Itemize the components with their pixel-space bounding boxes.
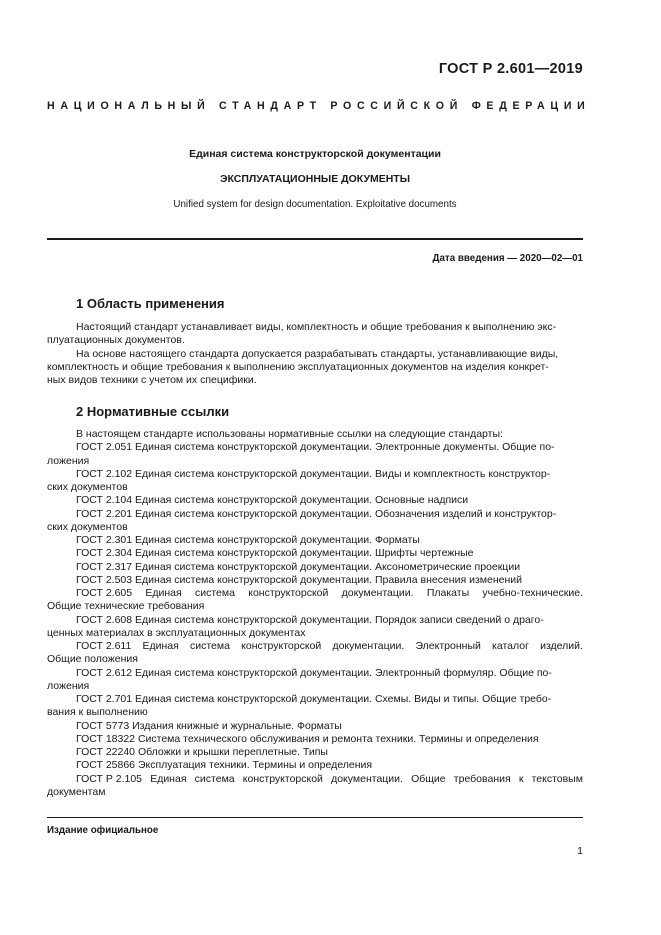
text-run: ских документов — [47, 520, 128, 533]
text-run: ных видов техники с учетом их специфики. — [47, 374, 257, 386]
text-run: ГОСТ 5773 Издания книжные и журнальные. Форматы — [76, 719, 342, 732]
text-run: вания к выполнению — [47, 706, 148, 719]
section-2-body — [47, 428, 583, 799]
text-run: ГОСТ 2.503 Единая система конструкторской документации. Правила внесения изменений — [76, 573, 522, 586]
text-line — [47, 680, 583, 693]
text-run: Общие — [411, 772, 446, 785]
text-run: ГОСТ 25866 Эксплуатация техники. Термины и определения — [76, 759, 373, 772]
text-line — [47, 494, 583, 507]
edition-note: Издание официальное — [47, 825, 159, 836]
text-run: ГОСТ Р 2.105 — [76, 772, 143, 785]
text-line — [47, 334, 583, 347]
text-line — [47, 521, 583, 534]
text-run: документации. — [332, 640, 405, 652]
text-line — [47, 374, 583, 387]
text-run: плуатационных документов. — [47, 334, 185, 347]
text-run: к — [518, 772, 524, 785]
text-run: каталог — [492, 640, 529, 652]
header-divider — [47, 238, 583, 240]
text-run: ГОСТ 2.104 Единая система конструкторской документации. Основные надписи — [76, 494, 469, 507]
text-line — [47, 759, 583, 772]
system-name: Единая система конструкторской документации — [189, 148, 441, 160]
text-run: ГОСТ 2.611 — [76, 640, 132, 652]
text-line — [47, 653, 583, 666]
section-1-heading: 1 Область применения — [76, 296, 225, 311]
document-title-en: Unified system for design documentation. Exploitative documents — [173, 199, 457, 210]
text-line — [47, 706, 583, 719]
text-line — [47, 614, 583, 627]
text-line — [47, 361, 583, 374]
text-run: изделий. — [540, 640, 583, 652]
text-line — [47, 733, 583, 746]
text-run: конструкторской — [241, 640, 322, 652]
text-line — [47, 640, 583, 653]
text-line — [47, 693, 583, 706]
text-line — [47, 481, 583, 494]
text-line — [47, 441, 583, 454]
text-run: На основе настоящего стандарта допускается разрабатывать стандарты, устанавливающие виды, — [76, 347, 559, 360]
national-standard-heading: НАЦИОНАЛЬНЫЙ СТАНДАРТ РОССИЙСКОЙ ФЕДЕРАЦИИ — [47, 100, 591, 112]
text-run: ских документов — [47, 481, 128, 493]
text-line — [47, 468, 583, 481]
text-line — [47, 561, 583, 574]
text-run: документации. — [341, 587, 414, 599]
text-line — [47, 508, 583, 521]
text-line — [47, 627, 583, 640]
text-run: ГОСТ 22240 Обложки и крышки переплетные. Типы — [76, 746, 328, 758]
text-run: Общие положения — [47, 653, 138, 666]
text-line — [47, 321, 583, 334]
text-run: ложения — [47, 679, 90, 692]
text-run: учебно-технические. — [482, 587, 583, 599]
text-run: Единая — [145, 587, 182, 599]
text-line — [47, 587, 583, 600]
text-run: ГОСТ 2.102 Единая система конструкторской документации. Виды и комплектность конструктор- — [76, 467, 551, 480]
text-run: система — [190, 640, 230, 652]
text-run: документации. — [331, 772, 403, 785]
text-run: ГОСТ 2.612 Единая система конструкторской документации. Электронный формуляр. Общие по- — [76, 666, 552, 679]
page-number: 1 — [577, 845, 583, 857]
text-line — [47, 348, 583, 361]
text-line — [47, 720, 583, 733]
text-run: система — [194, 772, 235, 785]
text-run: ценных материалах в эксплуатационных документах — [47, 626, 306, 639]
text-line — [47, 547, 583, 560]
text-line — [47, 600, 583, 613]
text-run: ГОСТ 2.301 Единая система конструкторской документации. Форматы — [76, 534, 420, 546]
text-run: ГОСТ 2.608 Единая система конструкторской документации. Порядок записи сведений о драго- — [76, 613, 544, 626]
document-title: ЭКСПЛУАТАЦИОННЫЕ ДОКУМЕНТЫ — [220, 173, 410, 185]
text-line — [47, 746, 583, 759]
text-run: Общие технические требования — [47, 600, 205, 613]
intro-date: Дата введения — 2020—02—01 — [432, 253, 583, 264]
text-run: система — [195, 587, 235, 599]
section-2-heading: 2 Нормативные ссылки — [76, 404, 230, 419]
text-run: конструкторской — [248, 587, 329, 599]
text-run: ГОСТ 2.317 Единая система конструкторской документации. Аксонометрические проекции — [76, 560, 521, 573]
text-run: Единая — [150, 772, 187, 785]
text-run: Плакаты — [426, 587, 470, 599]
text-run: ГОСТ 18322 Система технического обслуживания и ремонта техники. Термины и определения — [76, 732, 539, 745]
text-run: комплектность и общие требования к выполнению эксплуатационных документов на изделия конкрет- — [47, 360, 549, 373]
footer-divider — [47, 817, 583, 818]
text-line — [47, 786, 583, 799]
text-run: ГОСТ 2.201 Единая система конструкторской документации. Обозначения изделий и конструктор- — [76, 507, 557, 520]
section-1-body — [47, 321, 583, 387]
text-run: документам — [47, 785, 106, 798]
text-run: требования — [453, 772, 511, 785]
text-line — [47, 534, 583, 547]
text-line — [47, 455, 583, 468]
text-line — [47, 667, 583, 680]
text-run: Единая — [142, 640, 179, 652]
text-run: ложения — [47, 454, 90, 467]
text-run: ГОСТ 2.304 Единая система конструкторской документации. Шрифты чертежные — [76, 547, 474, 560]
text-run: ГОСТ 2.051 Единая система конструкторской документации. Электронные документы. Общие по- — [76, 441, 555, 454]
text-run: Настоящий стандарт устанавливает виды, комплектность и общие требования к выполнению экс- — [76, 321, 557, 333]
text-line — [47, 773, 583, 786]
text-run: ГОСТ 2.605 — [76, 587, 133, 599]
text-run: текстовым — [531, 772, 583, 785]
text-run: ГОСТ 2.701 Единая система конструкторской документации. Схемы. Виды и типы. Общие требо- — [76, 693, 552, 705]
text-run: В настоящем стандарте использованы нормативные ссылки на следующие стандарты: — [76, 428, 503, 440]
text-run: Электронный — [415, 640, 481, 652]
text-run: конструкторской — [242, 772, 323, 785]
text-line — [47, 428, 583, 441]
doc-number: ГОСТ Р 2.601—2019 — [438, 61, 583, 77]
text-line — [47, 574, 583, 587]
